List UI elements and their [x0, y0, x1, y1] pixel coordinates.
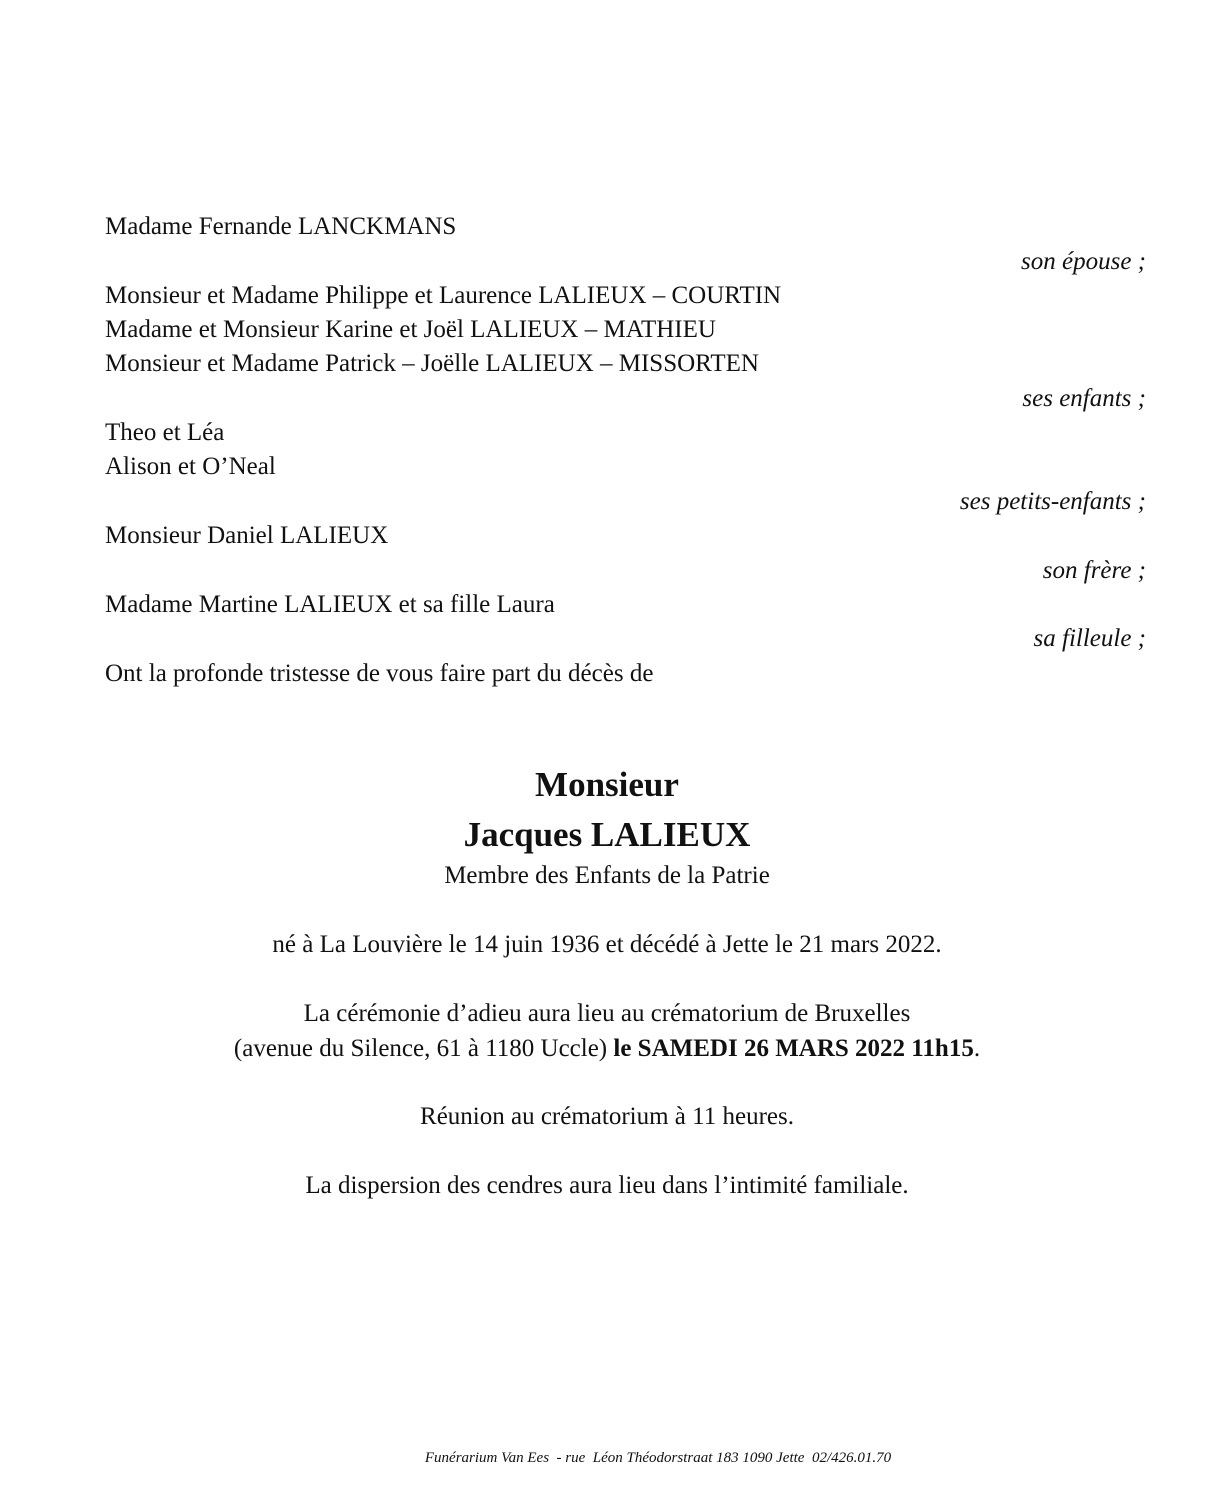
grandchildren-role: ses petits-enfants ;: [959, 488, 1146, 515]
meeting-text: Réunion au crématorium à 11 heures.: [420, 1103, 794, 1130]
ceremony-period: .: [973, 1035, 981, 1062]
child-line-3: Monsieur et Madame Patrick – Joëlle LALIEUX – MISSORTEN: [105, 350, 759, 377]
ashes-text: La dispersion des cendres aura lieu dans l’intimité familiale.: [305, 1172, 909, 1199]
deceased-name: Jacques LALIEUX: [463, 815, 751, 854]
announcement-text: Ont la profonde tristesse de vous faire part du décès de: [105, 660, 654, 687]
deceased-membership: Membre des Enfants de la Patrie: [444, 862, 770, 889]
funeral-home-footer: Funérarium Van Ees - rue Léon Théodorstraat 183 1090 Jette 02/426.01.70: [424, 1450, 892, 1466]
brother-name: Monsieur Daniel LALIEUX: [105, 522, 389, 549]
spouse-name: Madame Fernande LANCKMANS: [105, 213, 457, 240]
grandchild-line-2: Alison et O’Neal: [105, 453, 276, 480]
ceremony-line-1: La cérémonie d’adieu aura lieu au crématorium de Bruxelles: [303, 1000, 911, 1027]
ceremony-date: le SAMEDI 26 MARS 2022 11h15: [613, 1035, 974, 1062]
children-role: ses enfants ;: [1022, 385, 1146, 412]
spouse-role: son épouse ;: [1021, 248, 1146, 275]
birth-death-text: né à La Louvière le 14 juin 1936 et décédé à Jette le 21 mars 2022.: [272, 931, 942, 958]
deceased-honorific: Monsieur: [535, 765, 679, 804]
child-line-1: Monsieur et Madame Philippe et Laurence LALIEUX – COURTIN: [105, 282, 782, 309]
brother-role: son frère ;: [1042, 557, 1146, 584]
goddaughter-name: Madame Martine LALIEUX et sa fille Laura: [105, 591, 555, 618]
grandchild-line-1: Theo et Léa: [105, 419, 225, 446]
child-line-2: Madame et Monsieur Karine et Joël LALIEUX – MATHIEU: [105, 316, 716, 343]
goddaughter-role: sa filleule ;: [1033, 625, 1146, 652]
ceremony-address: (avenue du Silence, 61 à 1180 Uccle): [233, 1035, 608, 1062]
ceremony-line-2: [0, 1034, 1214, 1064]
